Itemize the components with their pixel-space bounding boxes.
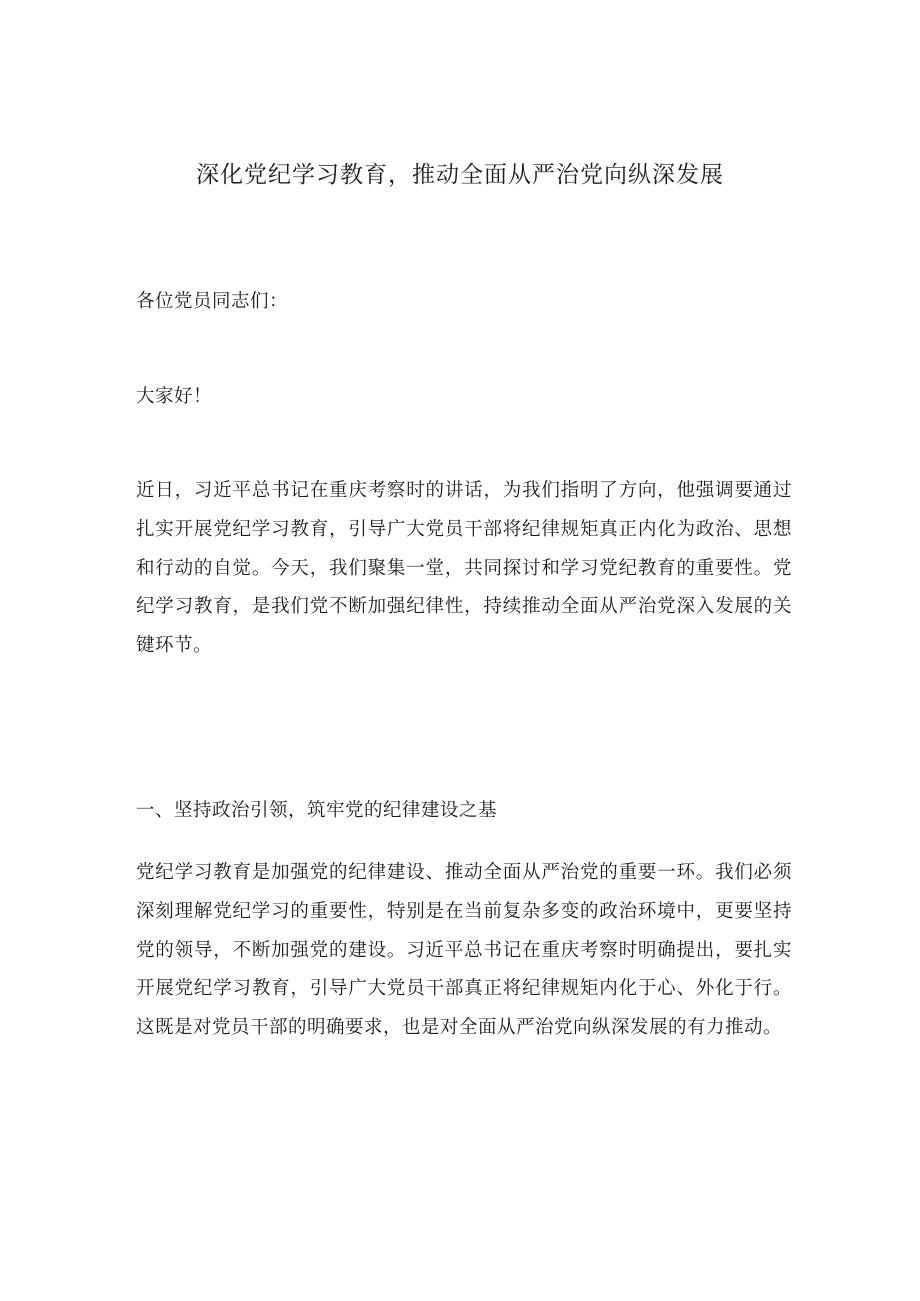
section-body-1: 党纪学习教育是加强党的纪律建设、推动全面从严治党的重要一环。我们必须深刻理解党纪学习的重要性，特别是在当前复杂多变的政治环境中，更要坚持党的领导，不断加强党的建设。习近平总书记在重庆考察时明确提出，要扎实开展党纪学习教育，引导广大党员干部真正将纪律规矩内化于心、外化于行。这既是对党员干部的明确要求，也是对全面从严治党向纵深发展的有力推动。	[136, 862, 792, 1039]
section-heading-1: 一、坚持政治引领，筑牢党的纪律建设之基	[136, 800, 498, 821]
intro-paragraph: 近日，习近平总书记在重庆考察时的讲话，为我们指明了方向，他强调要通过扎实开展党纪学习教育，引导广大党员干部将纪律规矩真正内化为政治、思想和行动的自觉。今天，我们聚集一堂，共同探讨和学习党纪教育的重要性。党纪学习教育，是我们党不断加强纪律性，持续推动全面从严治党深入发展的关键环节。	[136, 480, 792, 657]
document-title: 深化党纪学习教育，推动全面从严治党向纵深发展	[196, 162, 724, 188]
greeting: 大家好！	[136, 386, 213, 407]
salutation: 各位党员同志们：	[136, 291, 289, 312]
